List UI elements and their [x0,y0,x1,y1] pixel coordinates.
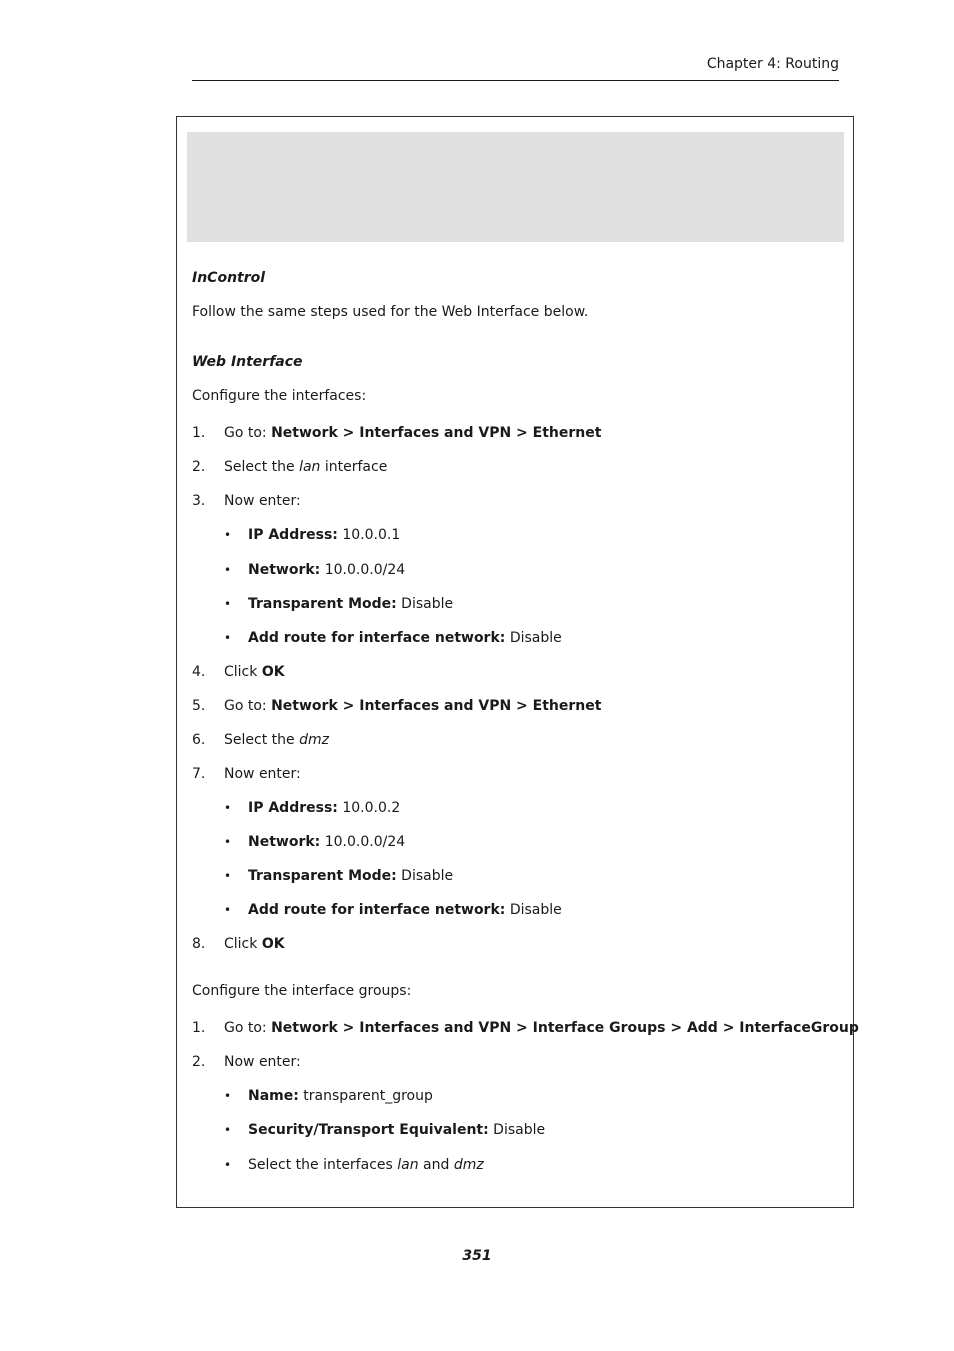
step-text: Now enter: [224,493,301,509]
bullet-item: Network: 10.0.0.0/24 [248,834,406,850]
bullet-item: Add route for interface network: Disable [248,630,562,646]
step-text: Now enter: [224,1054,301,1070]
bullet-item: Network: 10.0.0.0/24 [248,562,406,578]
step-text: Go to: Network > Interfaces and VPN > Ethernet [224,698,602,714]
bullet-icon: • [224,835,232,849]
step-text: Now enter: [224,766,301,782]
web-interface-heading: Web Interface [192,354,303,370]
step-number: 4. [192,664,206,680]
bullet-item: Select the interfaces lan and dmz [248,1157,484,1173]
bullet-item: IP Address: 10.0.0.1 [248,527,401,543]
step-text: Select the dmz [224,732,329,748]
step-text: Select the lan interface [224,459,388,475]
bullet-icon: • [224,1123,232,1137]
bullet-item: Name: transparent_group [248,1088,433,1104]
step-number: 1. [192,1020,206,1036]
step-number: 3. [192,493,206,509]
bullet-item: Transparent Mode: Disable [248,596,454,612]
incontrol-text: Follow the same steps used for the Web Interface below. [192,304,589,320]
step-number: 5. [192,698,206,714]
page-number: 351 [462,1248,492,1264]
incontrol-heading: InControl [192,270,266,286]
bullet-item: Transparent Mode: Disable [248,868,454,884]
step-text: Click OK [224,936,285,952]
bullet-icon: • [224,631,232,645]
nav-path: Network > Interfaces and VPN > Ethernet [271,425,602,441]
step-number: 6. [192,732,206,748]
configure-interfaces-intro: Configure the interfaces: [192,388,367,404]
bullet-icon: • [224,1089,232,1103]
bullet-icon: • [224,1158,232,1172]
gray-panel [187,132,844,242]
step-text: Go to: Network > Interfaces and VPN > Interface Groups > Add > InterfaceGroup [224,1020,859,1036]
nav-path: Network > Interfaces and VPN > Interface Groups > Add > InterfaceGroup [271,1020,859,1036]
step-number: 1. [192,425,206,441]
step-text: Go to: Network > Interfaces and VPN > Ethernet [224,425,602,441]
bullet-item: Add route for interface network: Disable [248,902,562,918]
bullet-icon: • [224,869,232,883]
nav-path: Network > Interfaces and VPN > Ethernet [271,698,602,714]
bullet-icon: • [224,597,232,611]
configure-groups-intro: Configure the interface groups: [192,983,412,999]
step-number: 2. [192,1054,206,1070]
step-number: 2. [192,459,206,475]
header-rule [192,80,839,81]
bullet-item: IP Address: 10.0.0.2 [248,800,401,816]
step-number: 7. [192,766,206,782]
chapter-header: Chapter 4: Routing [706,56,839,72]
bullet-icon: • [224,903,232,917]
bullet-icon: • [224,528,232,542]
bullet-icon: • [224,801,232,815]
bullet-item: Security/Transport Equivalent: Disable [248,1122,546,1138]
step-text: Click OK [224,664,285,680]
bullet-icon: • [224,563,232,577]
step-number: 8. [192,936,206,952]
